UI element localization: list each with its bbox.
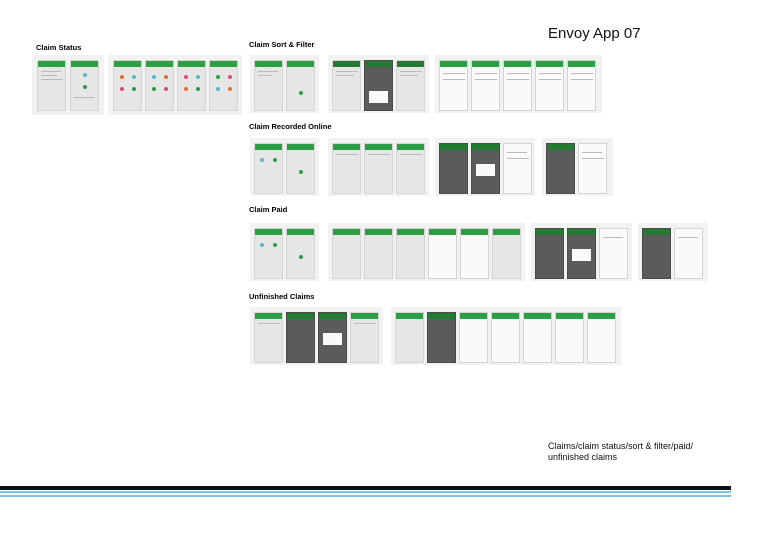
section-label-claim-sort-filter: Claim Sort & Filter — [249, 40, 315, 49]
footer-line-1: Claims/claim status/sort & filter/paid/ — [548, 441, 694, 451]
claim-paid-group-4[interactable] — [638, 223, 708, 281]
claim-paid-group-3[interactable] — [531, 223, 632, 281]
section-label-claim-status: Claim Status — [36, 43, 82, 52]
recorded-online-group-2[interactable] — [328, 138, 429, 196]
section-label-unfinished-claims: Unfinished Claims — [249, 292, 315, 301]
stripe-blue-1 — [0, 491, 731, 493]
unfinished-group-1[interactable] — [250, 307, 383, 365]
footer-line-2: unfinished claims — [548, 452, 618, 462]
claim-status-group-2[interactable] — [108, 55, 242, 115]
page-title: Envoy App 07 — [548, 25, 641, 42]
stripe-blue-2 — [0, 495, 731, 497]
recorded-online-group-4[interactable] — [542, 138, 613, 196]
claim-status-group-1[interactable] — [32, 55, 104, 115]
recorded-online-group-3[interactable] — [435, 138, 535, 196]
section-label-claim-paid: Claim Paid — [249, 205, 288, 214]
claim-paid-group-2[interactable] — [328, 223, 525, 281]
section-label-claim-recorded-online: Claim Recorded Online — [249, 122, 332, 131]
sort-filter-group-3[interactable] — [435, 55, 602, 113]
recorded-online-group-1[interactable] — [250, 138, 319, 196]
sort-filter-group-2[interactable] — [328, 55, 429, 113]
footer-description — [548, 441, 748, 463]
unfinished-group-2[interactable] — [391, 307, 621, 365]
stripe-black — [0, 486, 731, 490]
claim-paid-group-1[interactable] — [250, 223, 319, 281]
sort-filter-group-1[interactable] — [250, 55, 319, 113]
